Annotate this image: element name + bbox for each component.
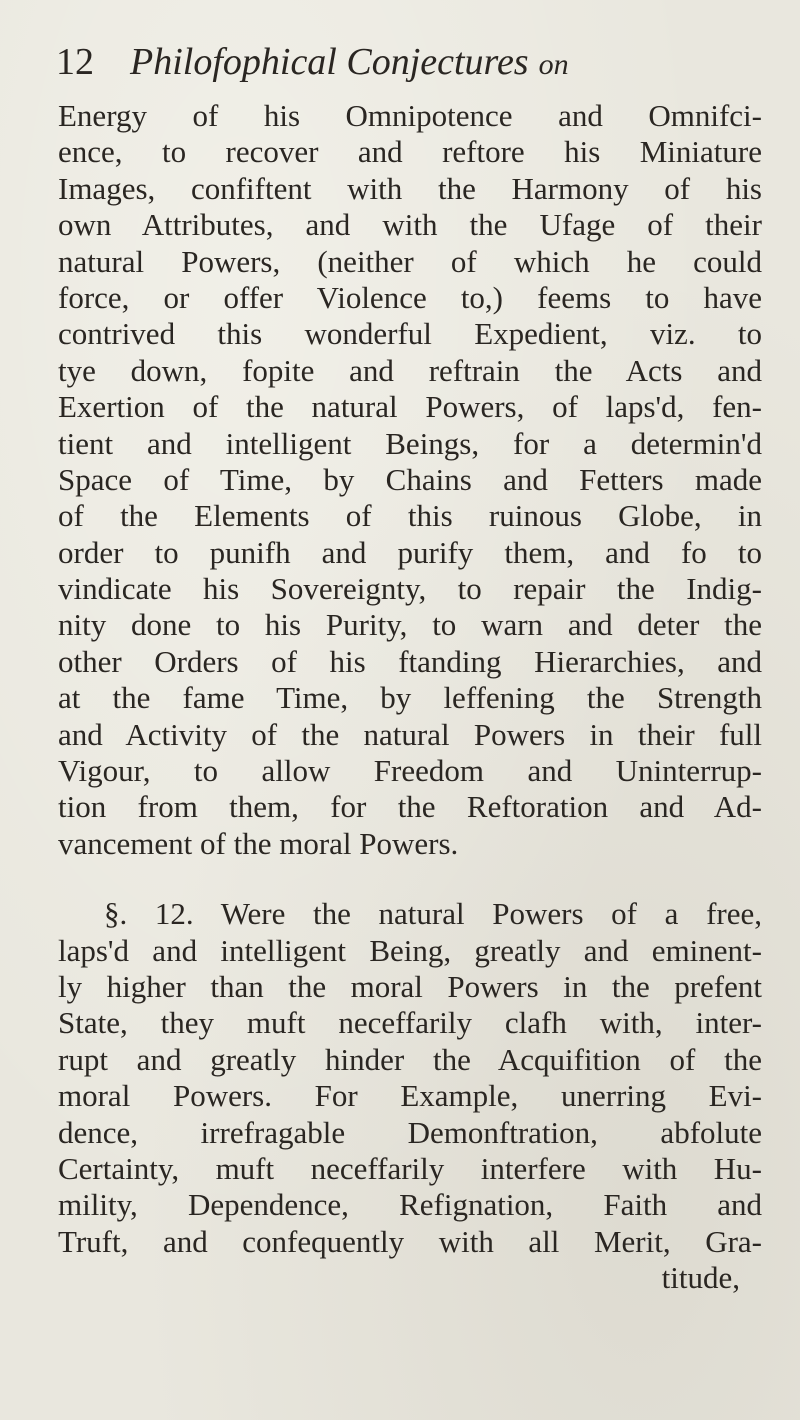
- text-line: natural Powers, (neither of which he could: [58, 243, 762, 279]
- text-line: ence, to recover and reftore his Miniature: [58, 134, 762, 170]
- text-line: order to punifh and purify them, and fo to: [58, 534, 762, 570]
- text-line: Truft, and confequently with all Merit, Gra-: [58, 1223, 762, 1259]
- text-line: moral Powers. For Example, unerring Evi-: [58, 1078, 762, 1114]
- text-line: at the fame Time, by leffening the Strength: [58, 680, 762, 716]
- text-line: ly higher than the moral Powers in the prefent: [58, 968, 762, 1004]
- catchword: titude,: [661, 1260, 740, 1296]
- text-line: vindicate his Sovereignty, to repair the Indig-: [58, 571, 762, 607]
- section-heading-line: §. 12. Were the natural Powers of a free,: [104, 896, 762, 932]
- running-title-tail: on: [538, 48, 569, 81]
- text-line: and Activity of the natural Powers in their full: [58, 716, 762, 752]
- text-line: force, or offer Violence to,) feems to have: [58, 279, 762, 315]
- page-number: 12: [56, 41, 94, 83]
- text-line: of the Elements of this ruinous Globe, in: [58, 498, 762, 534]
- text-line: Exertion of the natural Powers, of laps'd, fen-: [58, 389, 762, 425]
- text-line: State, they muft neceffarily clafh with, inter-: [58, 1005, 762, 1041]
- text-line: own Attributes, and with the Ufage of their: [58, 207, 762, 243]
- text-line: tion from them, for the Reftoration and Ad-: [58, 789, 762, 825]
- text-line: contrived this wonderful Expedient, viz. to: [58, 316, 762, 352]
- text-line: vancement of the moral Powers.: [58, 825, 459, 861]
- text-line: mility, Dependence, Refignation, Faith and: [58, 1187, 762, 1223]
- page-header: [56, 40, 756, 92]
- text-line: other Orders of his ftanding Hierarchies, and: [58, 643, 762, 679]
- paragraph-1: [58, 98, 762, 862]
- text-line: Certainty, muft neceffarily interfere with Hu-: [58, 1150, 762, 1186]
- text-line: nity done to his Purity, to warn and deter the: [58, 607, 762, 643]
- text-line: Images, confiftent with the Harmony of his: [58, 170, 762, 206]
- text-line: rupt and greatly hinder the Acquifition of the: [58, 1041, 762, 1077]
- text-line: Energy of his Omnipotence and Omnifci-: [58, 98, 762, 133]
- text-line: Space of Time, by Chains and Fetters made: [58, 461, 762, 497]
- text-line: dence, irrefragable Demonftration, abfolute: [58, 1114, 762, 1150]
- paragraph-2: [58, 896, 762, 1296]
- text-line: tient and intelligent Beings, for a determin'd: [58, 425, 762, 461]
- running-title: Philofophical Conjectures: [130, 41, 529, 83]
- body-text: [58, 98, 762, 1297]
- text-line: laps'd and intelligent Being, greatly and eminent-: [58, 932, 762, 968]
- paragraph-gap: [58, 862, 762, 896]
- text-line: tye down, fopite and reftrain the Acts and: [58, 352, 762, 388]
- text-line: Vigour, to allow Freedom and Uninterrup-: [58, 753, 762, 789]
